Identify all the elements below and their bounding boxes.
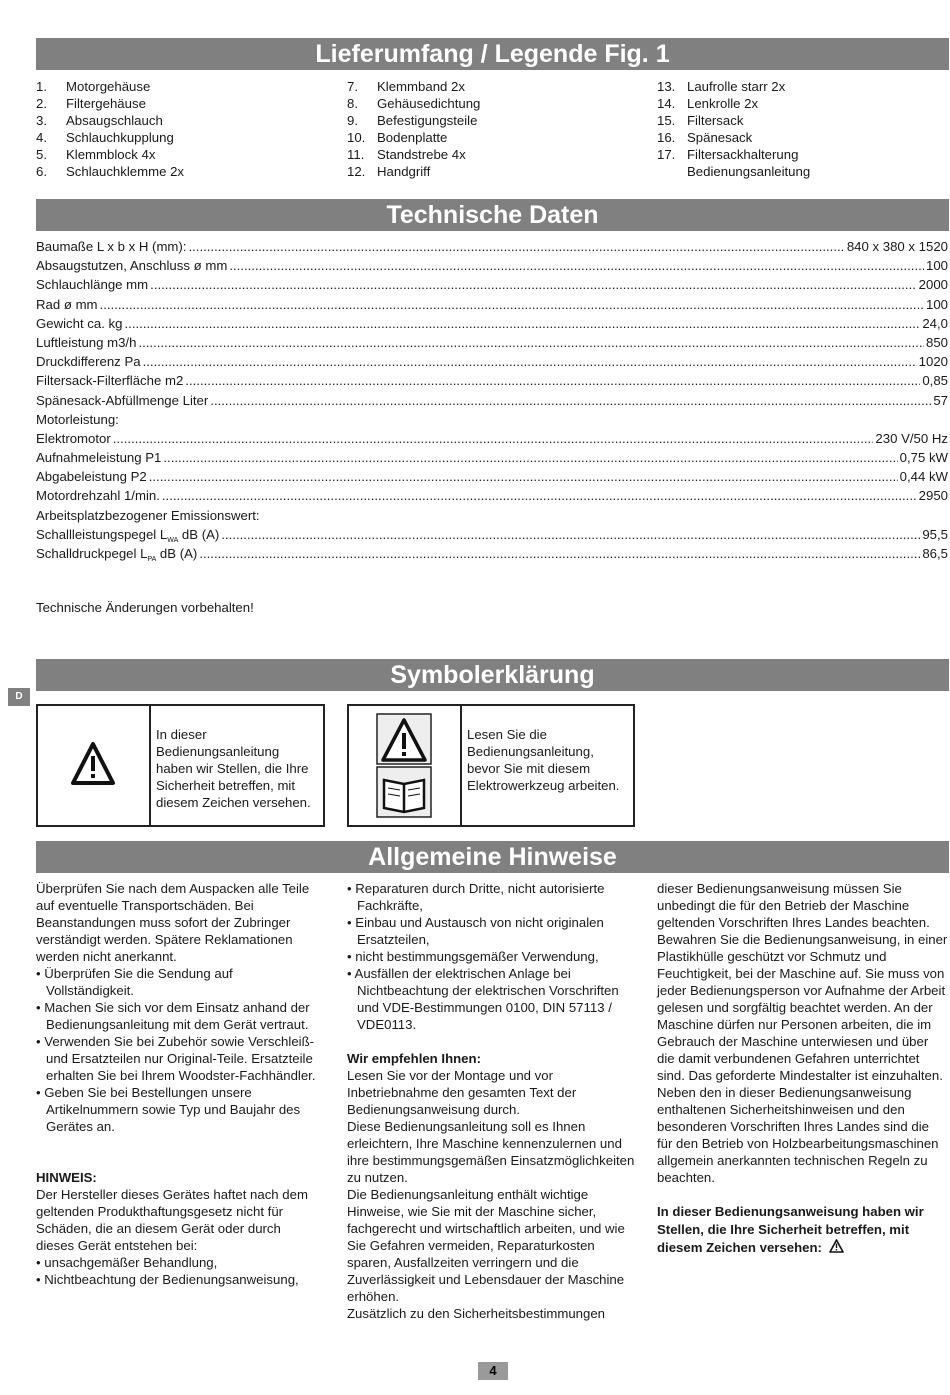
section-title: Allgemeine Hinweise — [368, 843, 617, 871]
read-manual-icons — [349, 706, 460, 825]
item-name: Schlauchklemme 2x — [66, 164, 185, 179]
safety-note — [657, 1203, 948, 1257]
symbol-box-read-manual — [347, 704, 635, 827]
section-title: Symbolerklärung — [390, 661, 595, 689]
warning-triangle-icon — [829, 1239, 844, 1253]
list-item — [657, 129, 810, 146]
item-number: 17. — [657, 147, 676, 162]
list-item — [347, 146, 480, 163]
spec-label: Motordrehzahl 1/min. — [36, 488, 160, 504]
item-number: 3. — [36, 113, 47, 128]
spec-label: Aufnahmeleistung P1 — [36, 450, 162, 466]
spec-row-baumasse — [36, 237, 948, 256]
spec-label — [36, 544, 197, 563]
spec-row-absaugstutzen — [36, 256, 948, 275]
spec-value: 2000 — [918, 277, 948, 293]
list-item — [657, 146, 810, 163]
spec-value: 2950 — [918, 488, 948, 504]
bullet-item: • Überprüfen Sie die Sendung auf Vollständigkeit. — [36, 966, 233, 998]
spec-label — [36, 525, 219, 544]
item-name: Befestigungsteile — [377, 113, 478, 128]
list-item — [657, 163, 810, 180]
spec-label: Arbeitsplatzbezogener Emissionswert: — [36, 507, 260, 523]
item-number: 8. — [347, 96, 358, 111]
parts-column-2 — [347, 78, 480, 180]
item-number: 4. — [36, 130, 47, 145]
spec-row-schlauchlaenge — [36, 275, 948, 294]
safety-note-text: In dieser Bedienungsanweisung haben wir Stellen, die Ihre Sicherheit betreffen, mit diesem Zeichen versehen: — [657, 1204, 924, 1255]
empfehlen-heading: Wir empfehlen Ihnen: — [347, 1051, 481, 1066]
list-item — [36, 112, 184, 129]
spec-table — [36, 237, 948, 563]
spec-label: Baumaße L x b x H (mm): — [36, 239, 187, 254]
spec-value: 0,75 kW — [899, 450, 948, 466]
spec-label: Absaugstutzen, Anschluss ø mm — [36, 258, 228, 274]
spec-row-filterflaeche — [36, 371, 948, 390]
open-book-icon — [377, 767, 431, 817]
symbol-description: In dieser Bedienungsanleitung haben wir Stellen, die Ihre Sicherheit betreffen, mit diesem Zeichen versehen. — [156, 727, 311, 810]
section-header-allgemeine-hinweise — [36, 841, 949, 873]
spec-row-abgabe — [36, 467, 948, 486]
parts-column-3 — [657, 78, 810, 180]
item-name: Klemmband 2x — [377, 79, 465, 94]
paragraph: Bewahren Sie die Bedienungsanweisung, in einer Plastikhülle geschützt vor Schmutz und Feuchtigkeit, bei der Maschine auf. Sie muss von jeder Bedienungsperson vor Aufnahme der Arbeit gelesen und sorgfältig beachtet werden. An der Maschine dürfen nur Personen arbeiten, die im Gebrauch der Maschine unterwiesen und über die damit verbundenen Gefahren unterrichtet sind. Das geforderte Mindestalter ist einzuhalten. — [657, 932, 948, 1083]
bullet-item: • Nichtbeachtung der Bedienungsanweisung, — [36, 1272, 299, 1287]
bullet-item: • nicht bestimmungsgemäßer Verwendung, — [347, 949, 599, 964]
spec-label: Abgabeleistung P2 — [36, 469, 147, 485]
bullet-item: • Geben Sie bei Bestellungen unsere Artikelnummern sowie Typ und Baujahr des Gerätes an. — [36, 1085, 301, 1134]
paragraph: dieser Bedienungsanweisung müssen Sie unbedingt die für den Betrieb der Maschine geltenden Vorschriften Ihres Landes beachten. — [657, 881, 930, 930]
symbol-icon-cell — [38, 706, 151, 825]
list-item — [36, 95, 184, 112]
parts-column-1 — [36, 78, 184, 180]
item-name: Gehäusedichtung — [377, 96, 481, 111]
hinweise-column-3 — [657, 880, 948, 1257]
list-item — [36, 129, 184, 146]
symbol-icon-cell — [349, 706, 462, 825]
spec-label: Spänesack-Abfüllmenge Liter — [36, 392, 209, 408]
spec-value: 230 V/50 Hz — [875, 430, 948, 446]
item-number: 14. — [657, 96, 676, 111]
list-item — [36, 146, 184, 163]
item-number: 2. — [36, 96, 47, 111]
spec-row-luftleistung — [36, 333, 948, 352]
spec-value: 57 — [933, 392, 948, 408]
language-tab: D — [8, 688, 30, 706]
list-item — [657, 112, 810, 129]
paragraph: Die Bedienungsanleitung enthält wichtige Hinweise, wie Sie mit der Maschine sicher, fachgerecht und wirtschaftlich arbeiten, und wie Sie Gefahren vermeiden, Reparaturkosten sparen, Ausfallzeiten verringern und die Zuverlässigkeit und Lebensdauer der Maschine erhöhen. — [347, 1187, 625, 1304]
spec-row-gewicht — [36, 314, 948, 333]
symbol-box-warning — [36, 704, 325, 827]
item-name: Spänesack — [687, 130, 753, 145]
item-number: 1. — [36, 79, 47, 94]
spec-label: Elektromotor — [36, 430, 111, 446]
bullet-item: • unsachgemäßer Behandlung, — [36, 1255, 218, 1270]
item-name: Lenkrolle 2x — [687, 96, 759, 111]
list-item — [36, 78, 184, 95]
item-name: Filtersackhalterung — [687, 147, 799, 162]
item-name: Laufrolle starr 2x — [687, 79, 786, 94]
bullet-item: • Einbau und Austausch von nicht originalen Ersatzteilen, — [347, 915, 604, 947]
spec-value: 24,0 — [922, 315, 948, 331]
hinweise-column-1 — [36, 880, 321, 1288]
spec-label: Druckdifferenz Pa — [36, 354, 141, 370]
spec-row-abfuellmenge — [36, 391, 948, 410]
item-number: 9. — [347, 113, 358, 128]
spec-label: Rad ø mm — [36, 296, 98, 312]
spec-label: Motorleistung: — [36, 411, 119, 427]
paragraph: Der Hersteller dieses Gerätes haftet nach dem geltenden Produkthaftungsgesetz nicht für Schäden, die an diesem Gerät oder durch dieses Gerät entstehen bei: — [36, 1187, 308, 1253]
warning-triangle-icon — [377, 714, 431, 764]
section-header-symbolerklaerung — [36, 659, 949, 691]
paragraph: Neben den in dieser Bedienungsanweisung enthaltenen Sicherheitshinweisen und den besonderen Vorschriften Ihres Landes sind die für den Betrieb von Holzbearbeitungsmaschinen allgemein anerkannten technischen Regeln zu beachten. — [657, 1085, 939, 1185]
item-name: Motorgehäuse — [66, 79, 151, 94]
bullet-item: • Verwenden Sie bei Zubehör sowie Verschleiß- und Ersatzteilen nur Original-Teile. Ersatzteile erhalten Sie bei Ihrem Woodster-Fachhändler. — [36, 1034, 316, 1083]
bullet-item: • Reparaturen durch Dritte, nicht autorisierte Fachkräfte, — [347, 881, 605, 913]
spec-row-aufnahme — [36, 448, 948, 467]
item-name: Bodenplatte — [377, 130, 448, 145]
spec-value: 0,85 — [922, 373, 948, 389]
spec-value: 0,44 kW — [899, 469, 948, 485]
spec-row-schallleistung — [36, 525, 948, 544]
label-unit: dB (A) — [178, 526, 220, 542]
spec-value: 86,5 — [922, 546, 948, 561]
item-number: 6. — [36, 164, 47, 179]
spec-row-emission — [36, 506, 948, 525]
item-name: Standstrebe 4x — [377, 147, 466, 162]
spec-row-schalldruck — [36, 544, 948, 563]
label-unit: dB (A) — [156, 546, 198, 561]
item-number: 13. — [657, 79, 676, 94]
paragraph: Lesen Sie vor der Montage und vor Inbetriebnahme den gesamten Text der Bedienungsanweisung durch. — [347, 1068, 577, 1117]
spec-row-druckdifferenz — [36, 352, 948, 371]
item-name: Handgriff — [377, 164, 431, 179]
section-title: Lieferumfang / Legende Fig. 1 — [315, 40, 670, 68]
symbol-description: Lesen Sie die Bedienungsanleitung, bevor Sie mit diesem Elektrowerkzeug arbeiten. — [467, 727, 620, 793]
section-header-lieferumfang — [36, 38, 949, 70]
hinweis-heading: HINWEIS: — [36, 1170, 97, 1185]
spec-label: Schlauchlänge mm — [36, 277, 149, 293]
label-subscript: PA — [147, 556, 157, 563]
section-title: Technische Daten — [386, 201, 599, 229]
list-item — [347, 163, 480, 180]
label-text: Schallleistungspegel L — [36, 526, 168, 542]
bullet-item: • Ausfällen der elektrischen Anlage bei Nichtbeachtung der elektrischen Vorschriften und VDE-Bestimmungen 0100, DIN 57113 / VDE0113. — [347, 966, 619, 1032]
label-subscript: WA — [167, 536, 179, 544]
list-item — [347, 112, 480, 129]
paragraph: Diese Bedienungsanleitung soll es Ihnen erleichtern, Ihre Maschine kennenzulernen und ihre bestimmungsgemäßen Einsatzmöglichkeiten zu nutzen. — [347, 1119, 635, 1185]
spec-label: Gewicht ca. kg — [36, 315, 123, 331]
spec-value: 100 — [925, 296, 948, 312]
spec-value: 850 — [925, 334, 948, 350]
spec-row-motorleistung — [36, 410, 948, 429]
list-item — [657, 95, 810, 112]
spec-label: Filtersack-Filterfläche m2 — [36, 373, 184, 389]
item-number: 10. — [347, 130, 366, 145]
list-item — [657, 78, 810, 95]
item-number: 7. — [347, 79, 358, 94]
list-item — [347, 129, 480, 146]
item-number: 12. — [347, 164, 366, 179]
spec-row-elektromotor — [36, 429, 948, 448]
item-number: 15. — [657, 113, 676, 128]
spec-label: Luftleistung m3/h — [36, 334, 137, 350]
list-item — [36, 163, 184, 180]
paragraph: Überprüfen Sie nach dem Auspacken alle Teile auf eventuelle Transportschäden. Bei Beanstandungen muss sofort der Zubringer verständigt werden. Spätere Reklamationen werden nicht anerkannt. — [36, 881, 310, 964]
page-number: 4 — [478, 1362, 508, 1380]
paragraph: Zusätzlich zu den Sicherheitsbestimmungen — [347, 1306, 606, 1321]
item-name: Klemmblock 4x — [66, 147, 156, 162]
item-number: 16. — [657, 130, 676, 145]
section-header-technische-daten — [36, 199, 949, 231]
item-name: Filtersack — [687, 113, 744, 128]
spec-row-rad — [36, 295, 948, 314]
spec-row-drehzahl — [36, 486, 948, 505]
list-item — [347, 78, 480, 95]
item-name: Schlauchkupplung — [66, 130, 174, 145]
spec-value: 100 — [925, 258, 948, 274]
item-number: 5. — [36, 147, 47, 162]
bullet-item: • Machen Sie sich vor dem Einsatz anhand der Bedienungsanleitung mit dem Gerät vertraut. — [36, 1000, 310, 1032]
item-number: 11. — [347, 147, 365, 162]
item-name: Bedienungsanleitung — [687, 164, 811, 179]
hinweise-column-2 — [347, 880, 638, 1322]
warning-triangle-icon — [38, 706, 149, 825]
item-name: Absaugschlauch — [66, 113, 163, 128]
list-item — [347, 95, 480, 112]
label-text: Schalldruckpegel L — [36, 546, 148, 561]
changes-note: Technische Änderungen vorbehalten! — [36, 600, 254, 615]
spec-value: 1020 — [918, 354, 948, 370]
spec-value: 840 x 380 x 1520 — [846, 239, 948, 254]
spec-value: 95,5 — [922, 526, 948, 542]
item-name: Filtergehäuse — [66, 96, 146, 111]
